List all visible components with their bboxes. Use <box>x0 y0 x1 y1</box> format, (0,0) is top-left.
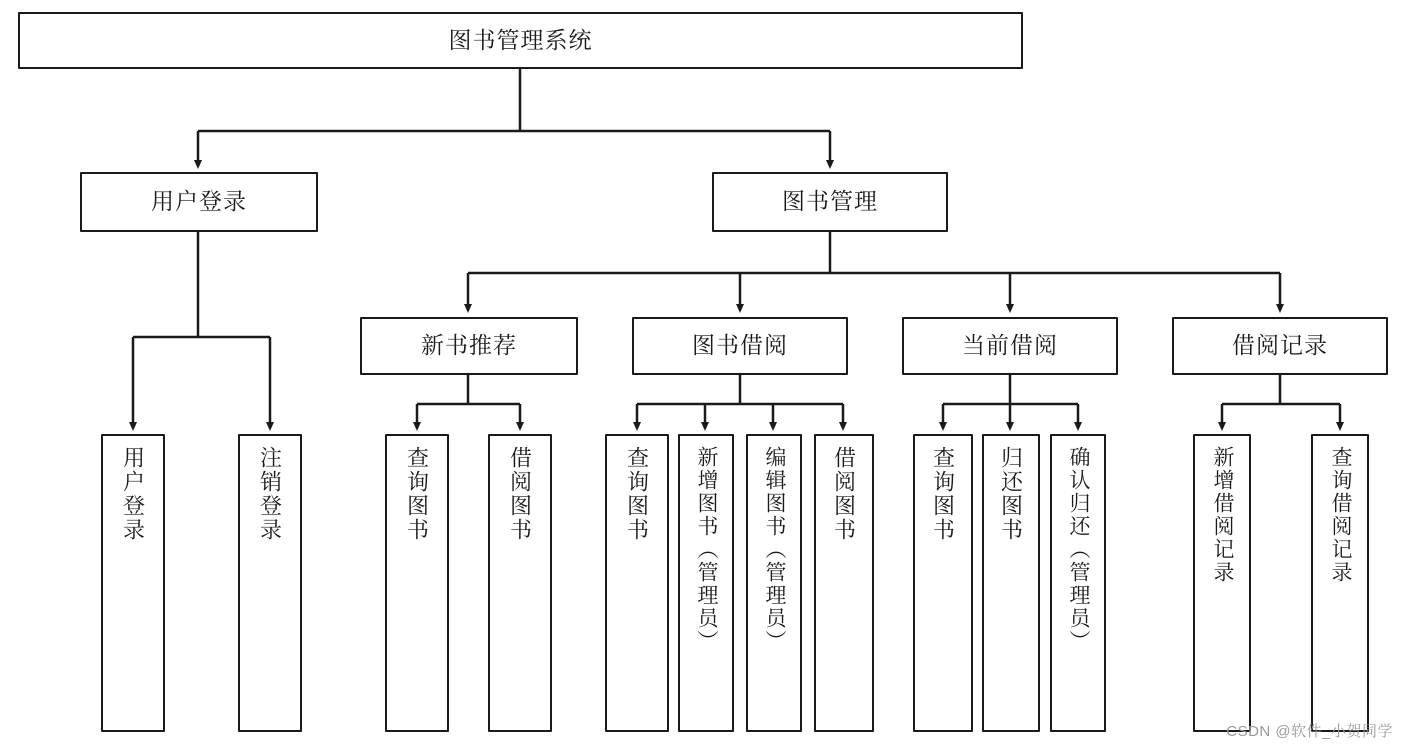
node-root <box>18 12 1023 69</box>
node-new-book-recommend-label: 新书推荐 <box>421 332 517 359</box>
node-leaf-logout <box>238 434 302 732</box>
node-current-borrow-label: 当前借阅 <box>962 332 1058 359</box>
node-leaf-user-login-label: 用户登录 <box>120 446 146 542</box>
node-leaf-confirm-return-label: 确认归还（管理员） <box>1067 446 1091 653</box>
node-borrow-record-label: 借阅记录 <box>1232 332 1328 359</box>
node-leaf-return-book <box>982 434 1040 732</box>
node-leaf-logout-label: 注销登录 <box>257 446 283 542</box>
watermark: CSDN @软件_小贺同学 <box>1226 723 1393 740</box>
node-new-book-recommend <box>360 317 578 375</box>
node-leaf-borrow-query-book-label: 查询图书 <box>624 446 650 542</box>
node-leaf-add-borrow-record-label: 新增借阅记录 <box>1211 446 1235 584</box>
node-leaf-edit-book-label: 编辑图书（管理员） <box>763 446 787 653</box>
node-leaf-confirm-return <box>1050 434 1106 732</box>
node-book-manage-label: 图书管理 <box>782 188 878 215</box>
node-leaf-borrow-query-book <box>605 434 669 732</box>
node-book-manage <box>712 172 948 232</box>
node-leaf-rec-query-book-label: 查询图书 <box>404 446 430 542</box>
node-book-borrow <box>632 317 848 375</box>
node-book-borrow-label: 图书借阅 <box>692 332 788 359</box>
node-leaf-rec-query-book <box>385 434 449 732</box>
node-user-login <box>80 172 318 232</box>
node-leaf-add-book <box>678 434 734 732</box>
node-leaf-lend-book-label: 借阅图书 <box>831 446 857 542</box>
node-leaf-query-borrow-record-label: 查询借阅记录 <box>1329 446 1353 584</box>
node-leaf-add-borrow-record <box>1193 434 1251 732</box>
node-leaf-query-borrow-record <box>1311 434 1369 732</box>
node-leaf-add-book-label: 新增图书（管理员） <box>695 446 719 653</box>
node-leaf-rec-borrow-book-label: 借阅图书 <box>507 446 533 542</box>
node-leaf-cur-query-book-label: 查询图书 <box>930 446 956 542</box>
node-leaf-cur-query-book <box>913 434 973 732</box>
node-leaf-rec-borrow-book <box>488 434 552 732</box>
node-leaf-return-book-label: 归还图书 <box>998 446 1024 542</box>
node-leaf-lend-book <box>814 434 874 732</box>
node-root-label: 图书管理系统 <box>448 26 593 53</box>
node-user-login-label: 用户登录 <box>151 188 247 215</box>
node-current-borrow <box>902 317 1118 375</box>
node-borrow-record <box>1172 317 1388 375</box>
node-leaf-edit-book <box>746 434 802 732</box>
node-leaf-user-login <box>101 434 165 732</box>
